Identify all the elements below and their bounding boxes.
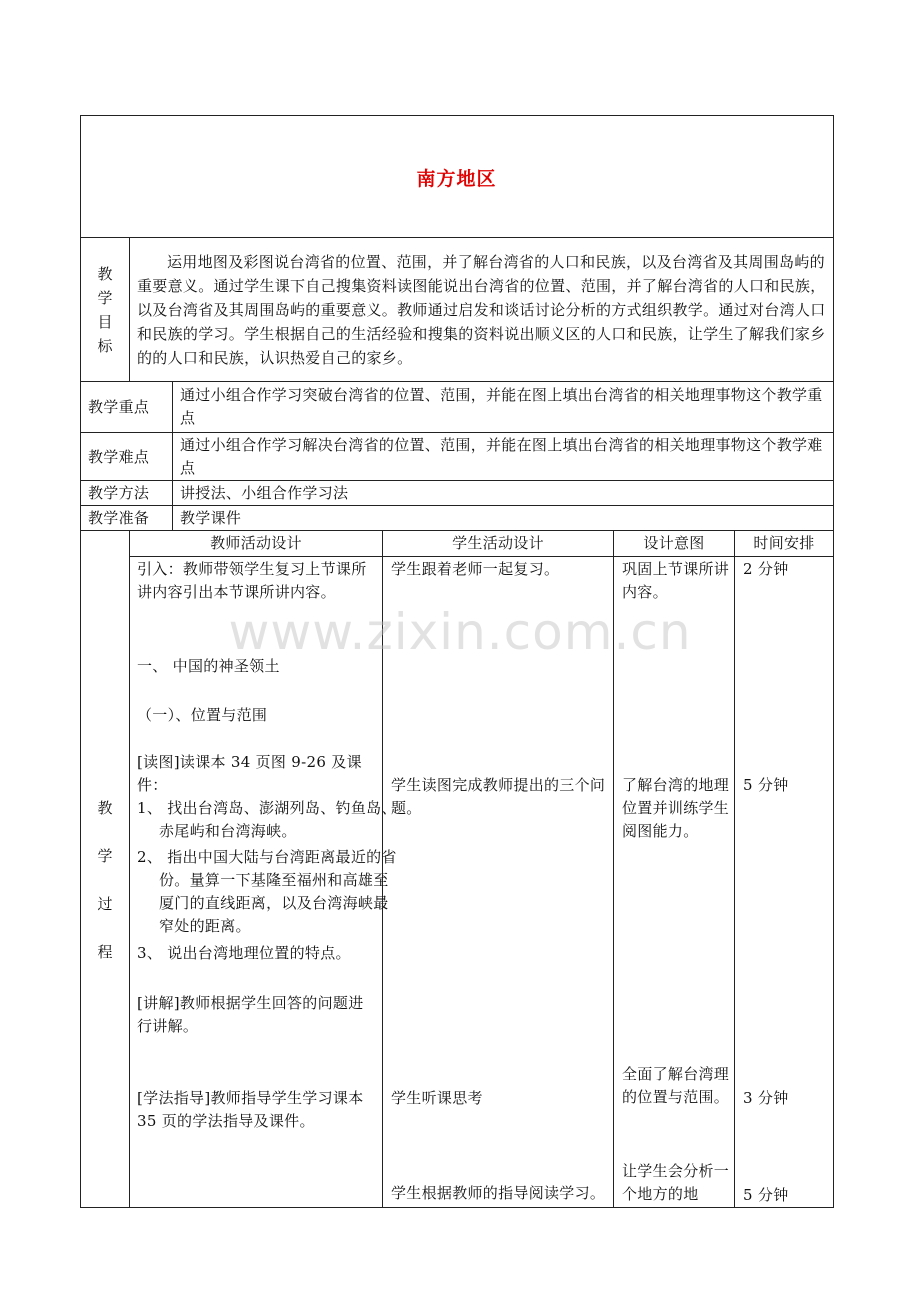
teacher-explain: [讲解]教师根据学生回答的问题进行讲解。 [137, 994, 364, 1035]
border-bottom [80, 1207, 834, 1208]
teacher-section-1: 一、 中国的神圣领土 [137, 657, 280, 675]
objectives-label: 教 学 目 标 [97, 265, 113, 355]
teacher-section-1-1: （一）、位置与范围 [137, 706, 268, 724]
divider-methods [80, 505, 834, 506]
watermark: www.zixin.com.cn [228, 603, 692, 661]
teacher-item-2: 2、 指出中国大陆与台湾距离最近的省份。量算一下基隆至福州和高雄至厦门的直线距离，以及台湾海峡最窄处的距离。 [137, 848, 397, 935]
header-student: 学生活动设计 [452, 534, 544, 552]
intent-4: 让学生会分析一个地方的地 [622, 1162, 730, 1203]
header-time: 时间安排 [753, 534, 815, 552]
key-points-label: 教学重点 [88, 398, 150, 416]
intent-3: 全面了解台湾理的位置与范围。 [622, 1065, 730, 1106]
student-activity-2: 学生读图完成教师提出的三个问题。 [391, 776, 606, 817]
process-label: 教 学 过 程 [97, 799, 113, 961]
teacher-read-map: [读图]读课本 34 页图 9-26 及课件： [137, 753, 362, 794]
divider-objectives-label [129, 237, 130, 382]
key-points-text: 通过小组合作学习突破台湾省的位置、范围，并能在图上填出台湾省的相关地理事物这个教学重点 [180, 386, 823, 427]
time-3: 3 分钟 [743, 1089, 789, 1107]
difficulties-text: 通过小组合作学习解决台湾省的位置、范围，并能在图上填出台湾省的相关地理事物这个教学难点 [180, 436, 823, 477]
divider-objectives [80, 381, 834, 382]
time-2: 5 分钟 [743, 776, 789, 794]
header-intent: 设计意图 [643, 534, 705, 552]
header-teacher: 教师活动设计 [210, 534, 302, 552]
objectives-text: 运用地图及彩图说台湾省的位置、范围，并了解台湾省的人口和民族，以及台湾省及其周围岛屿的重要意义。通过学生课下自己搜集资料读图能说出台湾省的位置、范围，并了解台湾省的人口和民族，以及台湾省及其周围岛屿的重要意义。教师通过启发和谈话讨论分析的方式组织教学。通过对台湾人口和民族的学习。学生根据自己的生活经验和搜集的资料说出顺义区的人口和民族，让学生了解我们家乡的的人口和民族，认识热爱自己的家乡。 [137, 253, 826, 367]
divider-key-points [80, 432, 834, 433]
teacher-guide: [学法指导]教师指导学生学习课本 35 页的学法指导及课件。 [137, 1089, 364, 1130]
intent-2: 了解台湾的地理位置并训练学生阅图能力。 [622, 776, 730, 840]
time-1: 2 分钟 [743, 560, 789, 578]
preparation-label: 教学准备 [88, 509, 150, 527]
teacher-intro: 引入：教师带领学生复习上节课所讲内容引出本节课所讲内容。 [137, 560, 367, 601]
divider-difficulties [80, 480, 834, 481]
student-activity-3: 学生听课思考 [391, 1089, 483, 1107]
student-activity-4: 学生根据教师的指导阅读学习。 [391, 1184, 606, 1202]
teacher-item-1: 1、 找出台湾岛、澎湖列岛、钓鱼岛、赤尾屿和台湾海峡。 [137, 799, 397, 840]
divider-preparation [80, 530, 834, 531]
methods-label: 教学方法 [88, 484, 150, 502]
divider-row-label [172, 381, 173, 531]
border-top [80, 115, 834, 116]
preparation-text: 教学课件 [180, 509, 242, 527]
intent-1: 巩固上节课所讲内容。 [622, 560, 730, 601]
border-right [833, 115, 834, 1208]
page-title: 南方地区 [416, 168, 497, 190]
divider-process-header [129, 556, 834, 557]
student-activity-1: 学生跟着老师一起复习。 [391, 560, 560, 578]
time-4: 5 分钟 [743, 1186, 789, 1204]
difficulties-label: 教学难点 [88, 448, 150, 466]
teacher-item-3: 3、 说出台湾地理位置的特点。 [137, 944, 351, 962]
divider-title [80, 237, 834, 238]
methods-text: 讲授法、小组合作学习法 [180, 484, 349, 502]
